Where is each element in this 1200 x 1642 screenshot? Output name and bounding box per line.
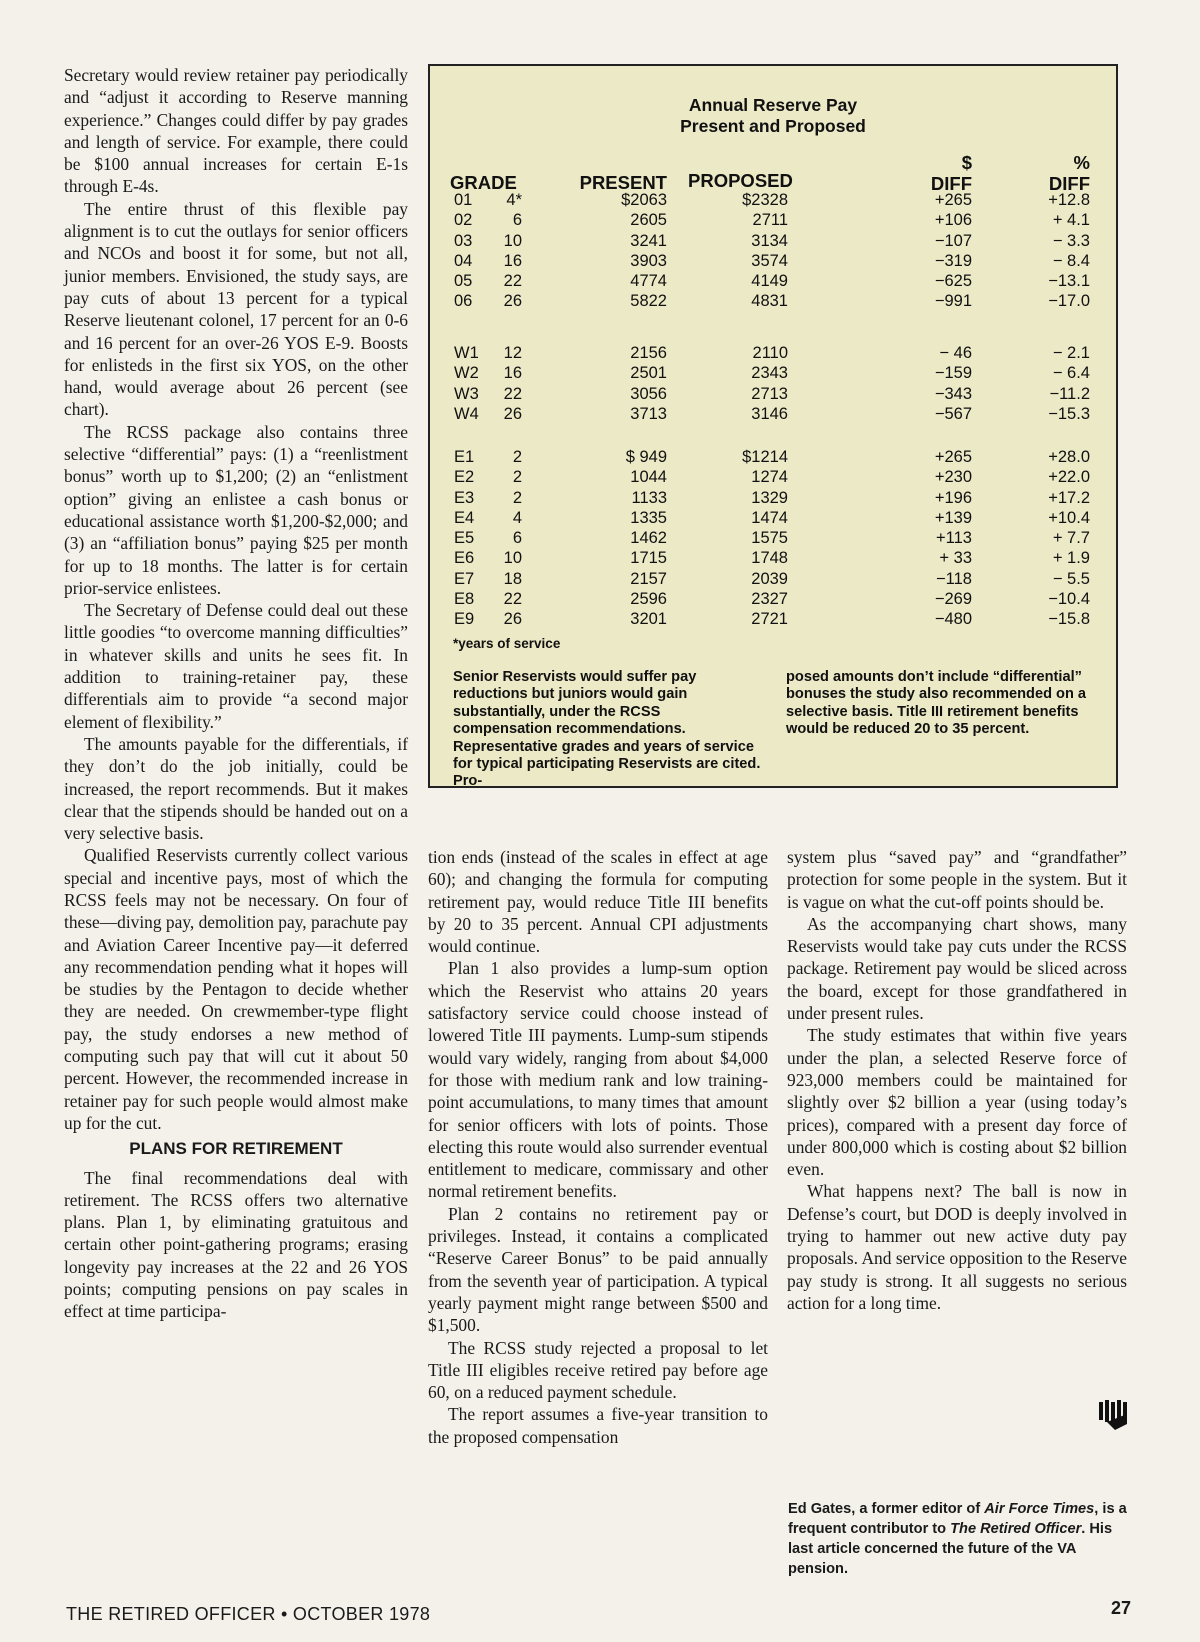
cell-yos: 6	[512, 529, 522, 548]
cell-yos: 22	[503, 384, 522, 403]
cell-diff: − 46	[939, 344, 972, 362]
paragraph: The RCSS study rejected a proposal to let Title III eligibles receive retired pay before age 60, on a reduced payment schedule.	[428, 1337, 768, 1403]
warrant-group	[430, 343, 1116, 424]
table-row	[430, 589, 1116, 609]
cell-grade: W4	[454, 404, 479, 423]
cell-pct: − 8.4	[1052, 251, 1090, 270]
cell-yos: 6	[512, 211, 522, 230]
cell-proposed: 1575	[751, 529, 788, 548]
cell-proposed: $1214	[742, 448, 788, 466]
table-title-line: Annual Reserve Pay	[688, 95, 858, 115]
cell-proposed: 3134	[751, 231, 788, 250]
byline-text: , is a frequent contributor to	[788, 1501, 1127, 1537]
cell-pct: −15.3	[1048, 404, 1090, 423]
header-present: PRESENT	[579, 172, 667, 193]
cell-yos: 2	[512, 448, 522, 466]
table-caption-right: posed amounts don’t include “differential” bonuses the study also recommended on a selective basis. Title III retirement benefits would be reduced 20 to 35 percent.	[786, 669, 1087, 738]
cell-grade: E5	[454, 529, 475, 548]
cell-diff: −319	[934, 251, 972, 270]
cell-present: 3201	[630, 610, 667, 629]
cell-diff: −107	[934, 231, 972, 250]
paragraph: The report assumes a five-year transition to the proposed compensation	[428, 1404, 768, 1447]
cell-present: 3056	[630, 384, 667, 403]
cell-yos: 10	[503, 231, 522, 250]
cell-pct: −10.4	[1048, 590, 1090, 609]
cell-present: 2156	[630, 344, 667, 362]
cell-proposed: 2327	[751, 590, 788, 609]
cell-grade: E4	[454, 508, 475, 527]
table-row	[430, 404, 1116, 424]
cell-present: 1462	[630, 529, 667, 548]
paragraph: The study estimates that within five years under the plan, a selected Reserve force of 923,000 members could be maintained for slightly over $2 billion a year (using today’s prices), compared with a present day force of under 800,000 which is costing about $2 billion even.	[787, 1025, 1127, 1180]
paragraph: tion ends (instead of the scales in effect at age 60); and changing the formula for computing retirement pay, would reduce Title III benefits by 20 to 35 percent. Annual CPI adjustments would continue.	[428, 847, 768, 957]
paragraph: The RCSS package also contains three selective “differential” pays: (1) a “reenlistment bonus” worth up to $1,200; (2) an “enlistment option” giving an enlistee a cash bonus or educational assistance worth $1,200-$2,000; and (3) an “affiliation bonus” paying $25 per month for up to 18 months. The latter is for certain prior-service enlistees.	[64, 421, 408, 598]
cell-present: 3241	[630, 231, 667, 250]
cell-proposed: 2343	[751, 364, 788, 383]
cell-proposed: 1748	[751, 549, 788, 568]
cell-diff: −269	[934, 590, 972, 609]
cell-proposed: 3146	[751, 404, 788, 423]
cell-yos: 22	[503, 272, 522, 291]
cell-present: 4774	[630, 272, 667, 291]
cell-present: 2605	[630, 211, 667, 230]
enlisted-group	[430, 447, 1116, 630]
cell-present: 5822	[630, 292, 667, 311]
cell-present: 3713	[630, 404, 667, 423]
cell-proposed: 1274	[751, 468, 788, 487]
header-pct: DIFF	[1048, 173, 1090, 194]
cell-yos: 26	[503, 292, 522, 311]
cell-grade: 05	[454, 272, 473, 291]
cell-pct: − 5.5	[1052, 569, 1090, 588]
table-row	[430, 231, 1116, 251]
cell-diff: +139	[934, 508, 972, 527]
table-title	[430, 95, 1116, 137]
cell-yos: 22	[503, 590, 522, 609]
paragraph: Qualified Reservists currently collect various special and incentive pays, most of which the RCSS feels may not be necessary. On four of these—diving pay, demolition pay, parachute pay and Aviation Career Incentive pay—it deferred any recommendation pending what it hopes will be studies by the Pentagon to decide whether they are needed. On crewmember-type flight pay, the study endorses a new method of computing such pay that will cut it about 50 percent. However, the recommended increase in retainer pay for such people would almost make up for the cut.	[64, 845, 409, 1133]
cell-pct: +28.0	[1048, 448, 1090, 466]
cell-proposed: $2328	[742, 191, 788, 209]
cell-present: 1715	[630, 549, 667, 568]
cell-diff: +106	[934, 211, 972, 230]
table-row	[430, 548, 1116, 568]
end-mark-icon	[1097, 1400, 1133, 1430]
cell-grade: 01	[454, 191, 473, 209]
cell-yos: 4	[512, 508, 522, 527]
cell-proposed: 2110	[752, 344, 788, 362]
cell-yos: 16	[503, 364, 522, 383]
cell-diff: −480	[934, 610, 972, 629]
author-byline	[788, 1499, 1128, 1579]
table-row	[430, 190, 1116, 210]
table-row	[430, 210, 1116, 230]
header-proposed: PROPOSED	[688, 170, 793, 191]
cell-grade: 03	[454, 231, 473, 250]
cell-present: 2501	[630, 364, 667, 383]
cell-proposed: 2721	[751, 610, 788, 629]
cell-diff: +196	[934, 488, 972, 507]
table-footnote: *years of service	[453, 636, 561, 651]
cell-pct: −17.0	[1048, 292, 1090, 311]
table-row	[430, 609, 1116, 629]
cell-proposed: 4831	[751, 292, 788, 311]
cell-proposed: 2039	[751, 569, 788, 588]
table-row	[430, 569, 1116, 589]
cell-grade: W2	[454, 364, 479, 383]
header-grade: GRADE	[450, 172, 517, 193]
table-row	[430, 384, 1116, 404]
byline-text: . His last article concerned the future of the VA pension.	[788, 1521, 1113, 1577]
article-column-2	[428, 846, 768, 1448]
table-row	[430, 508, 1116, 528]
cell-present: 1133	[631, 488, 667, 507]
cell-present: 2157	[630, 569, 667, 588]
cell-present: $2063	[621, 191, 667, 209]
cell-grade: 02	[454, 211, 473, 230]
header-diff-pct: %	[1073, 152, 1090, 173]
table-row	[430, 291, 1116, 311]
table-title-line: Present and Proposed	[680, 116, 866, 136]
cell-yos: 4*	[506, 191, 522, 209]
table-row	[430, 528, 1116, 548]
cell-diff: +265	[934, 448, 972, 466]
paragraph: Plan 1 also provides a lump-sum option which the Reservist who attains 20 years satisfactory service could choose instead of lowered Title III payments. Lump-sum stipends would vary widely, ranging from about $4,000 for those with medium rank and low training-point accumulations, to many times that amount for senior officers with lots of points. Those electing this route would also surrender eventual entitlement to medicare, commissary and other normal retirement benefits.	[428, 958, 768, 1202]
cell-proposed: 1474	[751, 508, 788, 527]
cell-present: $ 949	[625, 448, 667, 466]
cell-pct: + 7.7	[1052, 529, 1090, 548]
table-row	[430, 467, 1116, 487]
paragraph: The Secretary of Defense could deal out these little goodies “to overcome manning difficulties” in whatever skills and units he sees fit. In addition to training-retainer pay, these differentials aim to provide “a second major element of flexibility.”	[64, 600, 408, 732]
header-diff-dollar: $	[961, 152, 972, 173]
cell-diff: +113	[936, 529, 972, 548]
cell-pct: +22.0	[1048, 468, 1090, 487]
cell-grade: E1	[454, 448, 475, 466]
cell-pct: −13.1	[1048, 272, 1090, 291]
cell-grade: 04	[454, 251, 473, 270]
cell-pct: +10.4	[1048, 508, 1090, 527]
cell-diff: −625	[934, 272, 972, 291]
cell-yos: 2	[512, 468, 522, 487]
cell-yos: 26	[503, 404, 522, 423]
page-number: 27	[1111, 1598, 1132, 1618]
cell-grade: E7	[454, 569, 475, 588]
byline-publication: The Retired Officer	[950, 1521, 1082, 1537]
cell-diff: −159	[934, 364, 972, 383]
section-subhead: PLANS FOR RETIREMENT	[129, 1139, 343, 1159]
table-row	[430, 447, 1116, 467]
cell-grade: E6	[454, 549, 475, 568]
cell-present: 3903	[630, 251, 667, 270]
table-row	[430, 488, 1116, 508]
paragraph: system plus “saved pay” and “grandfather” protection for some people in the system. But it is vague on what the cut-off points should be.	[787, 847, 1127, 912]
cell-grade: E8	[454, 590, 475, 609]
cell-diff: −567	[934, 404, 972, 423]
cell-pct: + 4.1	[1052, 211, 1090, 230]
byline-text: Ed Gates, a former editor of	[788, 1501, 985, 1517]
cell-pct: +17.2	[1048, 488, 1090, 507]
pay-table-box	[428, 64, 1118, 788]
cell-diff: −991	[934, 292, 972, 311]
table-row	[430, 271, 1116, 291]
cell-pct: +12.8	[1048, 191, 1090, 209]
cell-yos: 26	[503, 610, 522, 629]
cell-yos: 16	[503, 251, 522, 270]
cell-pct: −15.8	[1048, 610, 1090, 629]
cell-grade: E9	[454, 610, 475, 629]
cell-diff: −118	[936, 569, 972, 588]
cell-grade: W1	[454, 344, 479, 362]
cell-diff: +230	[934, 468, 972, 487]
cell-proposed: 2713	[751, 384, 788, 403]
cell-yos: 10	[503, 549, 522, 568]
cell-diff: −343	[934, 384, 972, 403]
cell-proposed: 3574	[751, 251, 788, 270]
cell-pct: + 1.9	[1052, 549, 1090, 568]
officer-group	[430, 190, 1116, 312]
paragraph: The final recommendations deal with retirement. The RCSS offers two alternative plans. Plan 1, by eliminating gratuitous and certain other point-gathering programs; erasing longevity pay increases at the 22 and 26 YOS points; computing pensions on pay scales in effect at time participa-	[64, 1167, 408, 1322]
cell-diff: + 33	[939, 549, 972, 568]
cell-yos: 18	[503, 569, 522, 588]
paragraph: The entire thrust of this flexible pay alignment is to cut the outlays for senior officers and NCOs and boost it for some, but not all, junior members. Envisioned, the study says, are pay cuts of about 13 percent for a typical Reserve lieutenant colonel, 17 percent for an 0-6 and 16 percent for an over-26 YOS E-9. Boosts for enlisteds in the first six YOS, on the other hand, would average about 26 percent (see chart).	[64, 198, 408, 420]
paragraph: What happens next? The ball is now in Defense’s court, but DOD is deeply involved in trying to hammer out new active duty pay proposals. And service opposition to the Reserve pay study is strong. It all suggests no serious action for a long time.	[787, 1181, 1127, 1313]
header-diff: DIFF	[930, 173, 972, 194]
cell-present: 1044	[630, 468, 667, 487]
cell-present: 1335	[630, 508, 667, 527]
cell-yos: 2	[512, 488, 522, 507]
paragraph: As the accompanying chart shows, many Reservists would take pay cuts under the RCSS package. Retirement pay would be sliced across the board, except for those grandfathered in under present rules.	[787, 913, 1127, 1024]
cell-proposed: 2711	[752, 211, 788, 230]
cell-grade: E3	[454, 488, 475, 507]
cell-pct: −11.2	[1049, 384, 1090, 403]
paragraph: The amounts payable for the differentials, if they don’t do the job initially, could be increased, the report recommends. But it makes clear that the stipends should be handed out on a very selective basis.	[64, 733, 408, 844]
publication-footer: THE RETIRED OFFICER • OCTOBER 1978	[66, 1604, 431, 1624]
cell-yos: 12	[503, 344, 522, 362]
table-row	[430, 343, 1116, 363]
paragraph: Secretary would review retainer pay periodically and “adjust it according to Reserve manning experience.” Changes could differ by pay grades and length of service. For example, there could be $100 annual increases for certain E-1s through E-4s.	[64, 65, 408, 197]
cell-pct: − 3.3	[1052, 231, 1090, 250]
article-column-1	[64, 64, 408, 1323]
cell-diff: +265	[934, 191, 972, 209]
table-caption-left: Senior Reservists would suffer pay reductions but juniors would gain substantially, under the RCSS compensation recommendations. Representative grades and years of service for typical participating Reservists are cited. Pro-	[453, 669, 761, 790]
cell-present: 2596	[630, 590, 667, 609]
cell-grade: W3	[454, 384, 479, 403]
cell-pct: − 6.4	[1052, 364, 1090, 383]
cell-grade: E2	[454, 468, 475, 487]
cell-grade: 06	[454, 292, 473, 311]
table-row	[430, 251, 1116, 271]
cell-proposed: 1329	[751, 488, 788, 507]
table-row	[430, 363, 1116, 383]
byline-publication: Air Force Times	[984, 1501, 1095, 1517]
article-column-3	[787, 846, 1127, 1314]
cell-proposed: 4149	[751, 272, 788, 291]
cell-pct: − 2.1	[1052, 344, 1090, 362]
paragraph: Plan 2 contains no retirement pay or privileges. Instead, it contains a complicated “Reserve Career Bonus” to be paid annually from the seventh year of participation. A typical yearly payment might range between $500 and $1,500.	[428, 1203, 768, 1336]
